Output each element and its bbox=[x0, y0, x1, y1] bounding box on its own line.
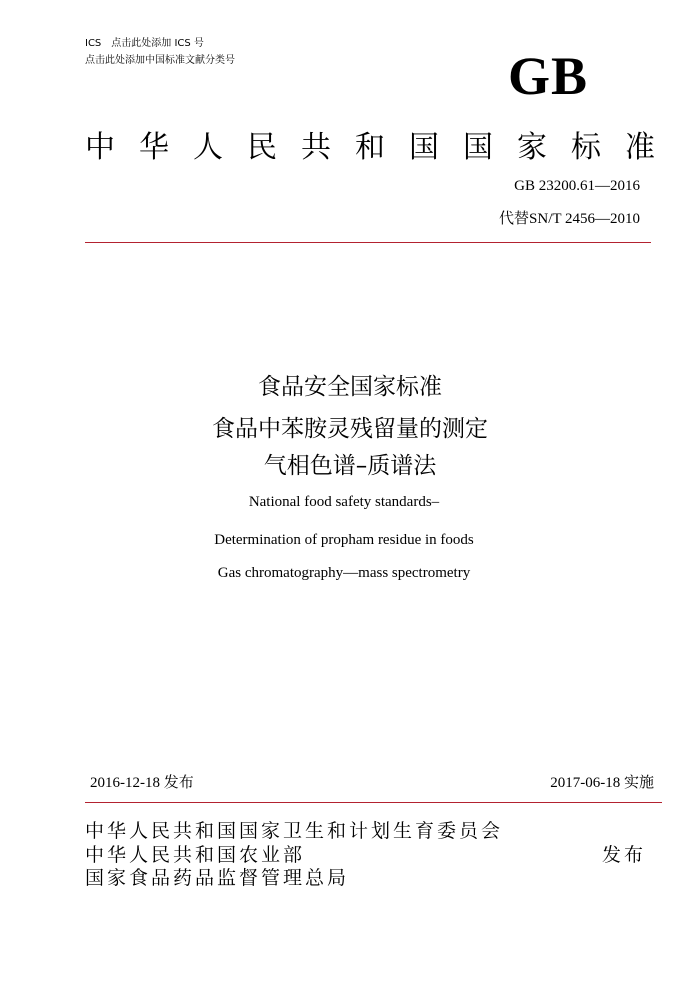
issue-date: 2016-12-18 发布 bbox=[90, 775, 194, 791]
english-title-line-2: Determination of propham residue in foods bbox=[214, 532, 474, 548]
top-divider bbox=[85, 242, 651, 243]
issuer-ministry-of-agriculture: 中华人民共和国农业部 bbox=[85, 844, 306, 866]
implementation-date: 2017-06-18 实施 bbox=[550, 775, 654, 791]
english-title-line-1: National food safety standards– bbox=[248, 494, 440, 510]
replaces-standard: 代替SN/T 2456—2010 bbox=[499, 211, 640, 227]
issuer-food-drug-administration: 国家食品药品监督管理总局 bbox=[85, 867, 350, 889]
standard-number: GB 23200.61—2016 bbox=[514, 178, 640, 194]
gb-logo: GB bbox=[508, 46, 589, 106]
chinese-title-line-1: 食品安全国家标准 bbox=[258, 374, 442, 400]
chinese-title-line-2: 食品中苯胺灵残留量的测定 bbox=[212, 416, 488, 442]
national-standard-title: 中华人民共和国国家标准 bbox=[85, 130, 655, 165]
issuer-health-commission: 中华人民共和国国家卫生和计划生育委员会 bbox=[85, 820, 504, 842]
classification-number-line: 点击此处添加中国标准文献分类号 bbox=[85, 55, 235, 66]
ics-number-line: ICS 点击此处添加 ICS 号 bbox=[85, 38, 204, 49]
english-title-line-3: Gas chromatography—mass spectrometry bbox=[217, 565, 471, 581]
chinese-title-line-3: 气相色谱–质谱法 bbox=[263, 453, 437, 479]
bottom-divider bbox=[85, 802, 662, 803]
issue-label: 发布 bbox=[602, 844, 647, 866]
